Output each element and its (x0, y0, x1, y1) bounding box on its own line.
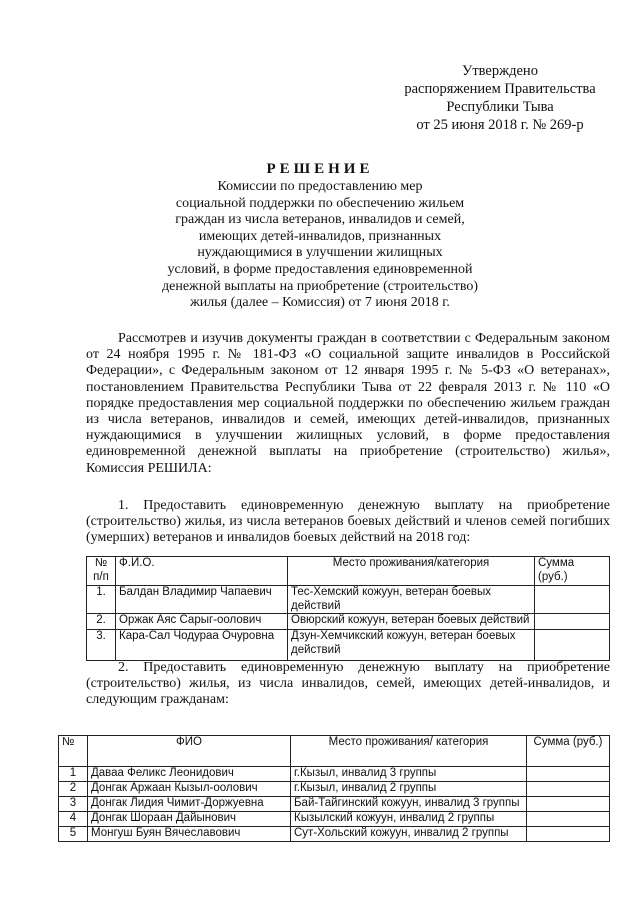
row-place: г.Кызыл, инвалид 2 группы (291, 782, 527, 797)
row-sum (527, 812, 610, 827)
table-row (87, 630, 610, 661)
row-sum (527, 797, 610, 812)
table-header-row (87, 557, 610, 586)
row-place: Кызылский кожуун, инвалид 2 группы (291, 812, 527, 827)
table-row (59, 812, 610, 827)
row-num: 2. (87, 614, 116, 630)
row-fio: Оржак Аяс Сарыг-оолович (116, 614, 288, 630)
table-row (59, 797, 610, 812)
row-sum (535, 630, 610, 661)
subtitle-line: жилья (далее – Комиссия) от 7 июня 2018 г. (190, 295, 450, 311)
row-sum (527, 827, 610, 842)
subtitle-line: денежной выплаты на приобретение (строительство) (162, 278, 478, 294)
approval-line: от 25 июня 2018 г. № 269-р (416, 117, 584, 133)
item-1-text: 1. Предоставить единовременную денежную выплату на приобретение (строительство) жилья, из числа ветеранов боевых действий и членов семей погибших (умерших) ветеранов и инвалидов боевых действий на 2018 год: (86, 498, 610, 546)
header-sum: Сумма (руб.) (535, 557, 610, 586)
document-subtitle (140, 179, 500, 312)
header-fio: ФИО (88, 736, 291, 767)
row-place: г.Кызыл, инвалид 3 группы (291, 767, 527, 782)
row-num: 3 (59, 797, 88, 812)
row-num: 2 (59, 782, 88, 797)
table-row (59, 827, 610, 842)
row-place: Бай-Тайгинский кожуун, инвалид 3 группы (291, 797, 527, 812)
row-sum (527, 767, 610, 782)
disabled-persons-table (58, 735, 610, 842)
row-place: Тес-Хемский кожуун, ветеран боевых действий (288, 586, 535, 614)
row-fio: Донгак Лидия Чимит-Доржуевна (88, 797, 291, 812)
row-num: 1 (59, 767, 88, 782)
header-num: № (59, 736, 88, 767)
table-row (87, 614, 610, 630)
row-fio: Донгак Шораан Дайынович (88, 812, 291, 827)
row-fio: Даваа Феликс Леонидович (88, 767, 291, 782)
subtitle-line: граждан из числа ветеранов, инвалидов и семей, (175, 212, 465, 228)
header-fio: Ф.И.О. (116, 557, 288, 586)
veterans-table (86, 556, 610, 661)
row-fio: Монгуш Буян Вячеславович (88, 827, 291, 842)
approval-line: распоряжением Правительства (404, 81, 596, 97)
row-sum (527, 782, 610, 797)
table-row (59, 767, 610, 782)
header-place: Место проживания/категория (288, 557, 535, 586)
approval-line: Утверждено (462, 63, 538, 79)
table-header-row (59, 736, 610, 767)
approval-line: Республики Тыва (446, 99, 554, 115)
row-fio: Балдан Владимир Чапаевич (116, 586, 288, 614)
row-num: 1. (87, 586, 116, 614)
table-row (87, 586, 610, 614)
header-sum: Сумма (руб.) (527, 736, 610, 767)
row-sum (535, 586, 610, 614)
row-num: 3. (87, 630, 116, 661)
row-place: Дзун-Хемчикский кожуун, ветеран боевых действий (288, 630, 535, 661)
row-fio: Донгак Аржаан Кызыл-оолович (88, 782, 291, 797)
document-heading (140, 160, 500, 312)
intro-paragraph: Рассмотрев и изучив документы граждан в соответствии с Федеральным законом от 24 ноября 1995 г. № 181-ФЗ «О социальной защите инвалидов в Российской Федерации», с Федеральным законом от 12 января 1995 г. № 5-ФЗ «О ветеранах», постановлением Правительства Республики Тыва от 22 февраля 2013 г. № 110 «О порядке предоставления мер социальной поддержки по обеспечению жильем граждан из числа ветеранов, инвалидов и семей, имеющих детей-инвалидов, признанных нуждающимися в улучшении жилищных условий, в форме предоставления единовременной денежной выплаты на приобретение (строительство) жилья», Комиссия РЕШИЛА: (86, 331, 610, 476)
row-num: 4 (59, 812, 88, 827)
item-2-text: 2. Предоставить единовременную денежную выплату на приобретение (строительство) жилья, из числа инвалидов, семей, имеющих детей-инвалидов, и следующим гражданам: (86, 660, 610, 708)
subtitle-line: имеющих детей-инвалидов, признанных (198, 228, 442, 244)
row-fio: Кара-Сал Чодураа Очуровна (116, 630, 288, 661)
row-sum (535, 614, 610, 630)
approval-stamp (380, 62, 620, 134)
header-num: № п/п (87, 557, 116, 586)
subtitle-line: нуждающимися в улучшении жилищных (197, 245, 443, 261)
document-title: РЕШЕНИЕ (266, 161, 374, 177)
row-num: 5 (59, 827, 88, 842)
subtitle-line: Комиссии по предоставлению мер (217, 179, 423, 194)
header-place: Место проживания/ категория (291, 736, 527, 767)
table-row (59, 782, 610, 797)
subtitle-line: условий, в форме предоставления единовременной (167, 261, 473, 277)
row-place: Сут-Хольский кожуун, инвалид 2 группы (291, 827, 527, 842)
row-place: Овюрский кожуун, ветеран боевых действий (288, 614, 535, 630)
subtitle-line: социальной поддержки по обеспечению жильем (175, 195, 465, 211)
